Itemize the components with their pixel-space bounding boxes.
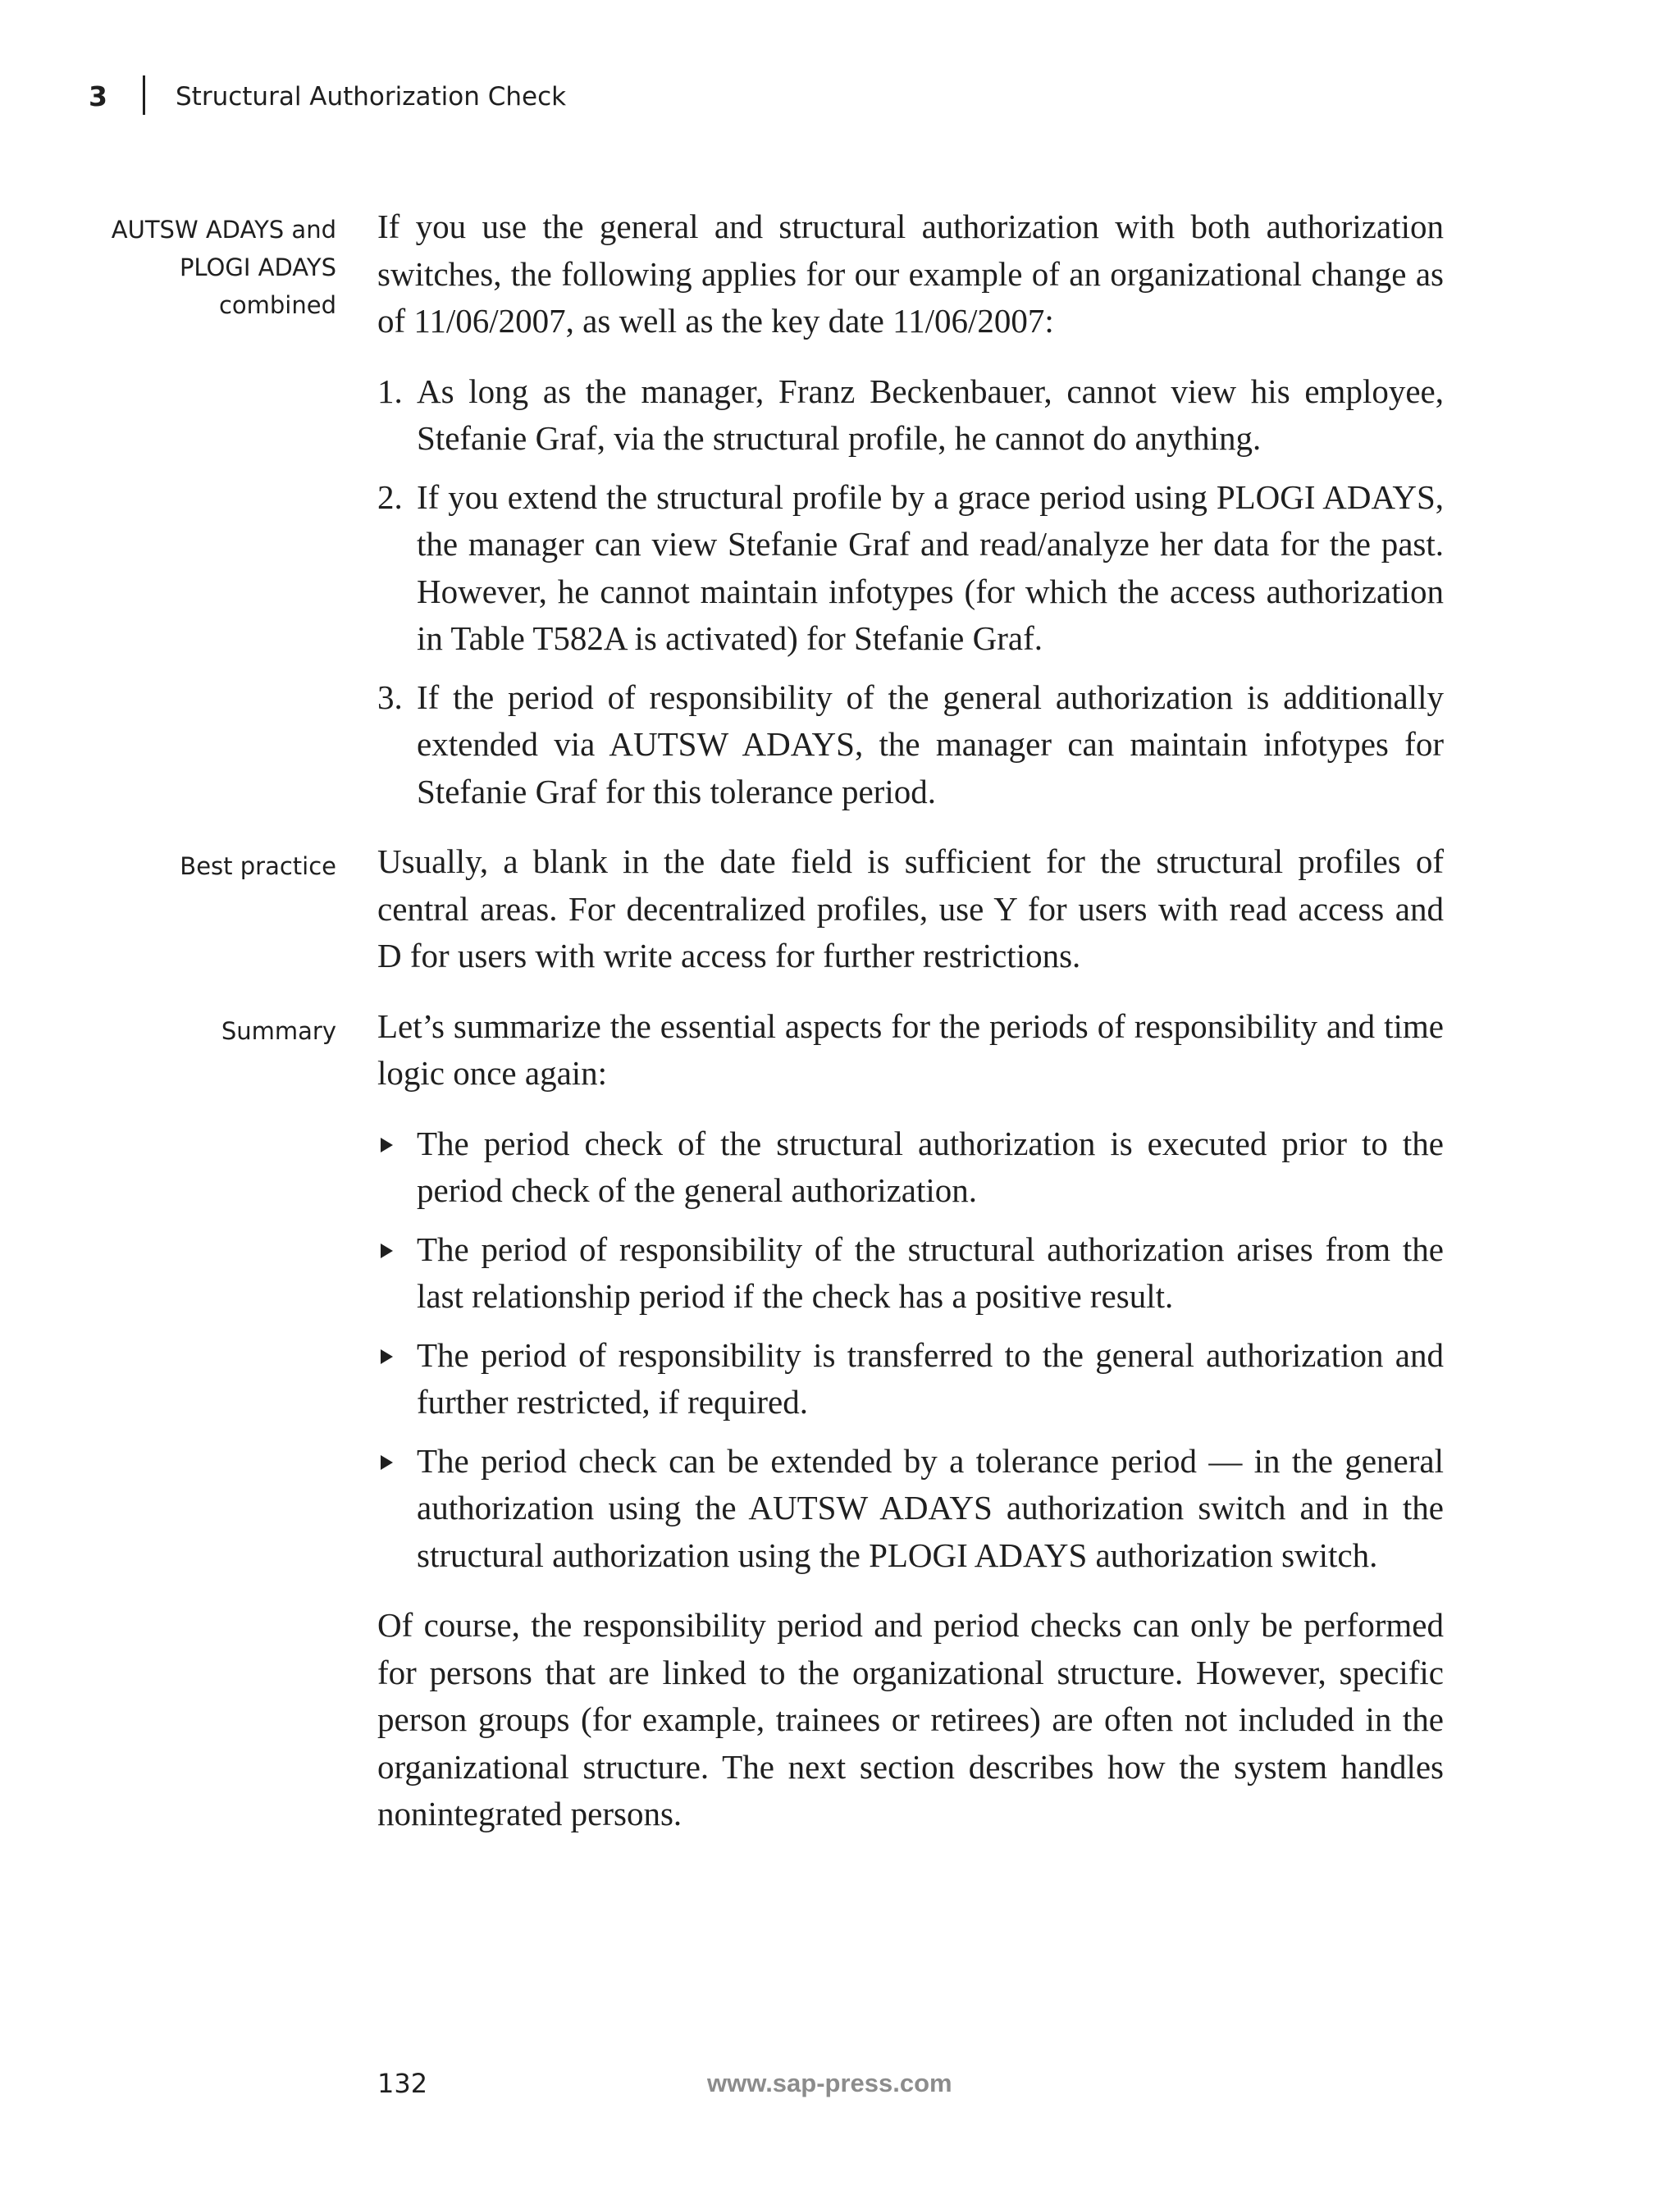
numbered-item xyxy=(377,474,1444,663)
item-number: 1. xyxy=(377,372,403,410)
numbered-item xyxy=(377,368,1444,463)
numbered-item xyxy=(377,674,1444,816)
bullet-item xyxy=(377,1226,1444,1321)
bullet-text: The period of responsibility of the structural authorization arises from the last relationship period if the check has a positive result. xyxy=(417,1230,1444,1315)
numbered-list xyxy=(377,368,1444,816)
item-text: As long as the manager, Franz Beckenbauer, cannot view his employee, Stefanie Graf, via the structural profile, he cannot do anything. xyxy=(417,372,1444,457)
bullet-text: The period check can be extended by a tolerance period — in the general authorization using the AUTSW ADAYS authorization switch and in the structural authorization using the PLOGI ADAYS authorization switch. xyxy=(417,1441,1444,1574)
margin-note-summary: Summary xyxy=(221,1017,336,1045)
intro-paragraph: If you use the general and structural authorization with both authorization switches, the following applies for our example of an organizational change as of 11/06/2007, as well as the key date 11/06/2007: xyxy=(377,208,1444,340)
body-text xyxy=(377,203,1444,1861)
bullet-text: The period check of the structural authorization is executed prior to the period check of the general authorization. xyxy=(417,1124,1444,1209)
margin-note-best-practice: Best practice xyxy=(180,852,336,880)
summary-intro-paragraph: Let’s summarize the essential aspects for the periods of responsibility and time logic once again: xyxy=(377,1006,1444,1092)
best-practice-paragraph: Usually, a blank in the date field is sufficient for the structural profiles of central areas. For decentralized profiles, use Y for users with read access and D for users with write access for further restrictions. xyxy=(377,842,1444,974)
publisher-url: www.sap-press.com xyxy=(707,2069,952,2097)
header-divider xyxy=(143,75,145,115)
bullet-item xyxy=(377,1438,1444,1580)
chapter-title: Structural Authorization Check xyxy=(176,82,567,112)
summary-bullet-list xyxy=(377,1120,1444,1580)
item-text: If the period of responsibility of the general authorization is additionally extended via AUTSW ADAYS, the manager can maintain infotypes for Stefanie Graf for this tolerance period. xyxy=(417,678,1444,810)
page-number: 132 xyxy=(377,2068,428,2099)
triangle-bullet-icon xyxy=(381,1138,393,1152)
closing-paragraph: Of course, the responsibility period and period checks can only be performed for persons that are linked to the organizational structure. However, specific person groups (for example, trainees or retirees) are often not included in the organizational structure. The next section describes how the system handles nonintegrated persons. xyxy=(377,1606,1444,1832)
item-number: 2. xyxy=(377,477,403,516)
triangle-bullet-icon xyxy=(381,1244,393,1258)
margin-note-autsw-plogi: AUTSW ADAYS and PLOGI ADAYS combined xyxy=(111,216,336,319)
chapter-number: 3 xyxy=(89,80,107,112)
bullet-text: The period of responsibility is transferred to the general authorization and further restricted, if required. xyxy=(417,1335,1444,1421)
bullet-item xyxy=(377,1120,1444,1215)
item-text: If you extend the structural profile by a grace period using PLOGI ADAYS, the manager can view Stefanie Graf and read/analyze her data for the past. However, he cannot maintain infotypes (for which the access authorization in Table T582A is activated) for Stefanie Graf. xyxy=(417,477,1444,657)
triangle-bullet-icon xyxy=(381,1349,393,1364)
triangle-bullet-icon xyxy=(381,1455,393,1470)
bullet-item xyxy=(377,1332,1444,1426)
item-number: 3. xyxy=(377,678,403,716)
